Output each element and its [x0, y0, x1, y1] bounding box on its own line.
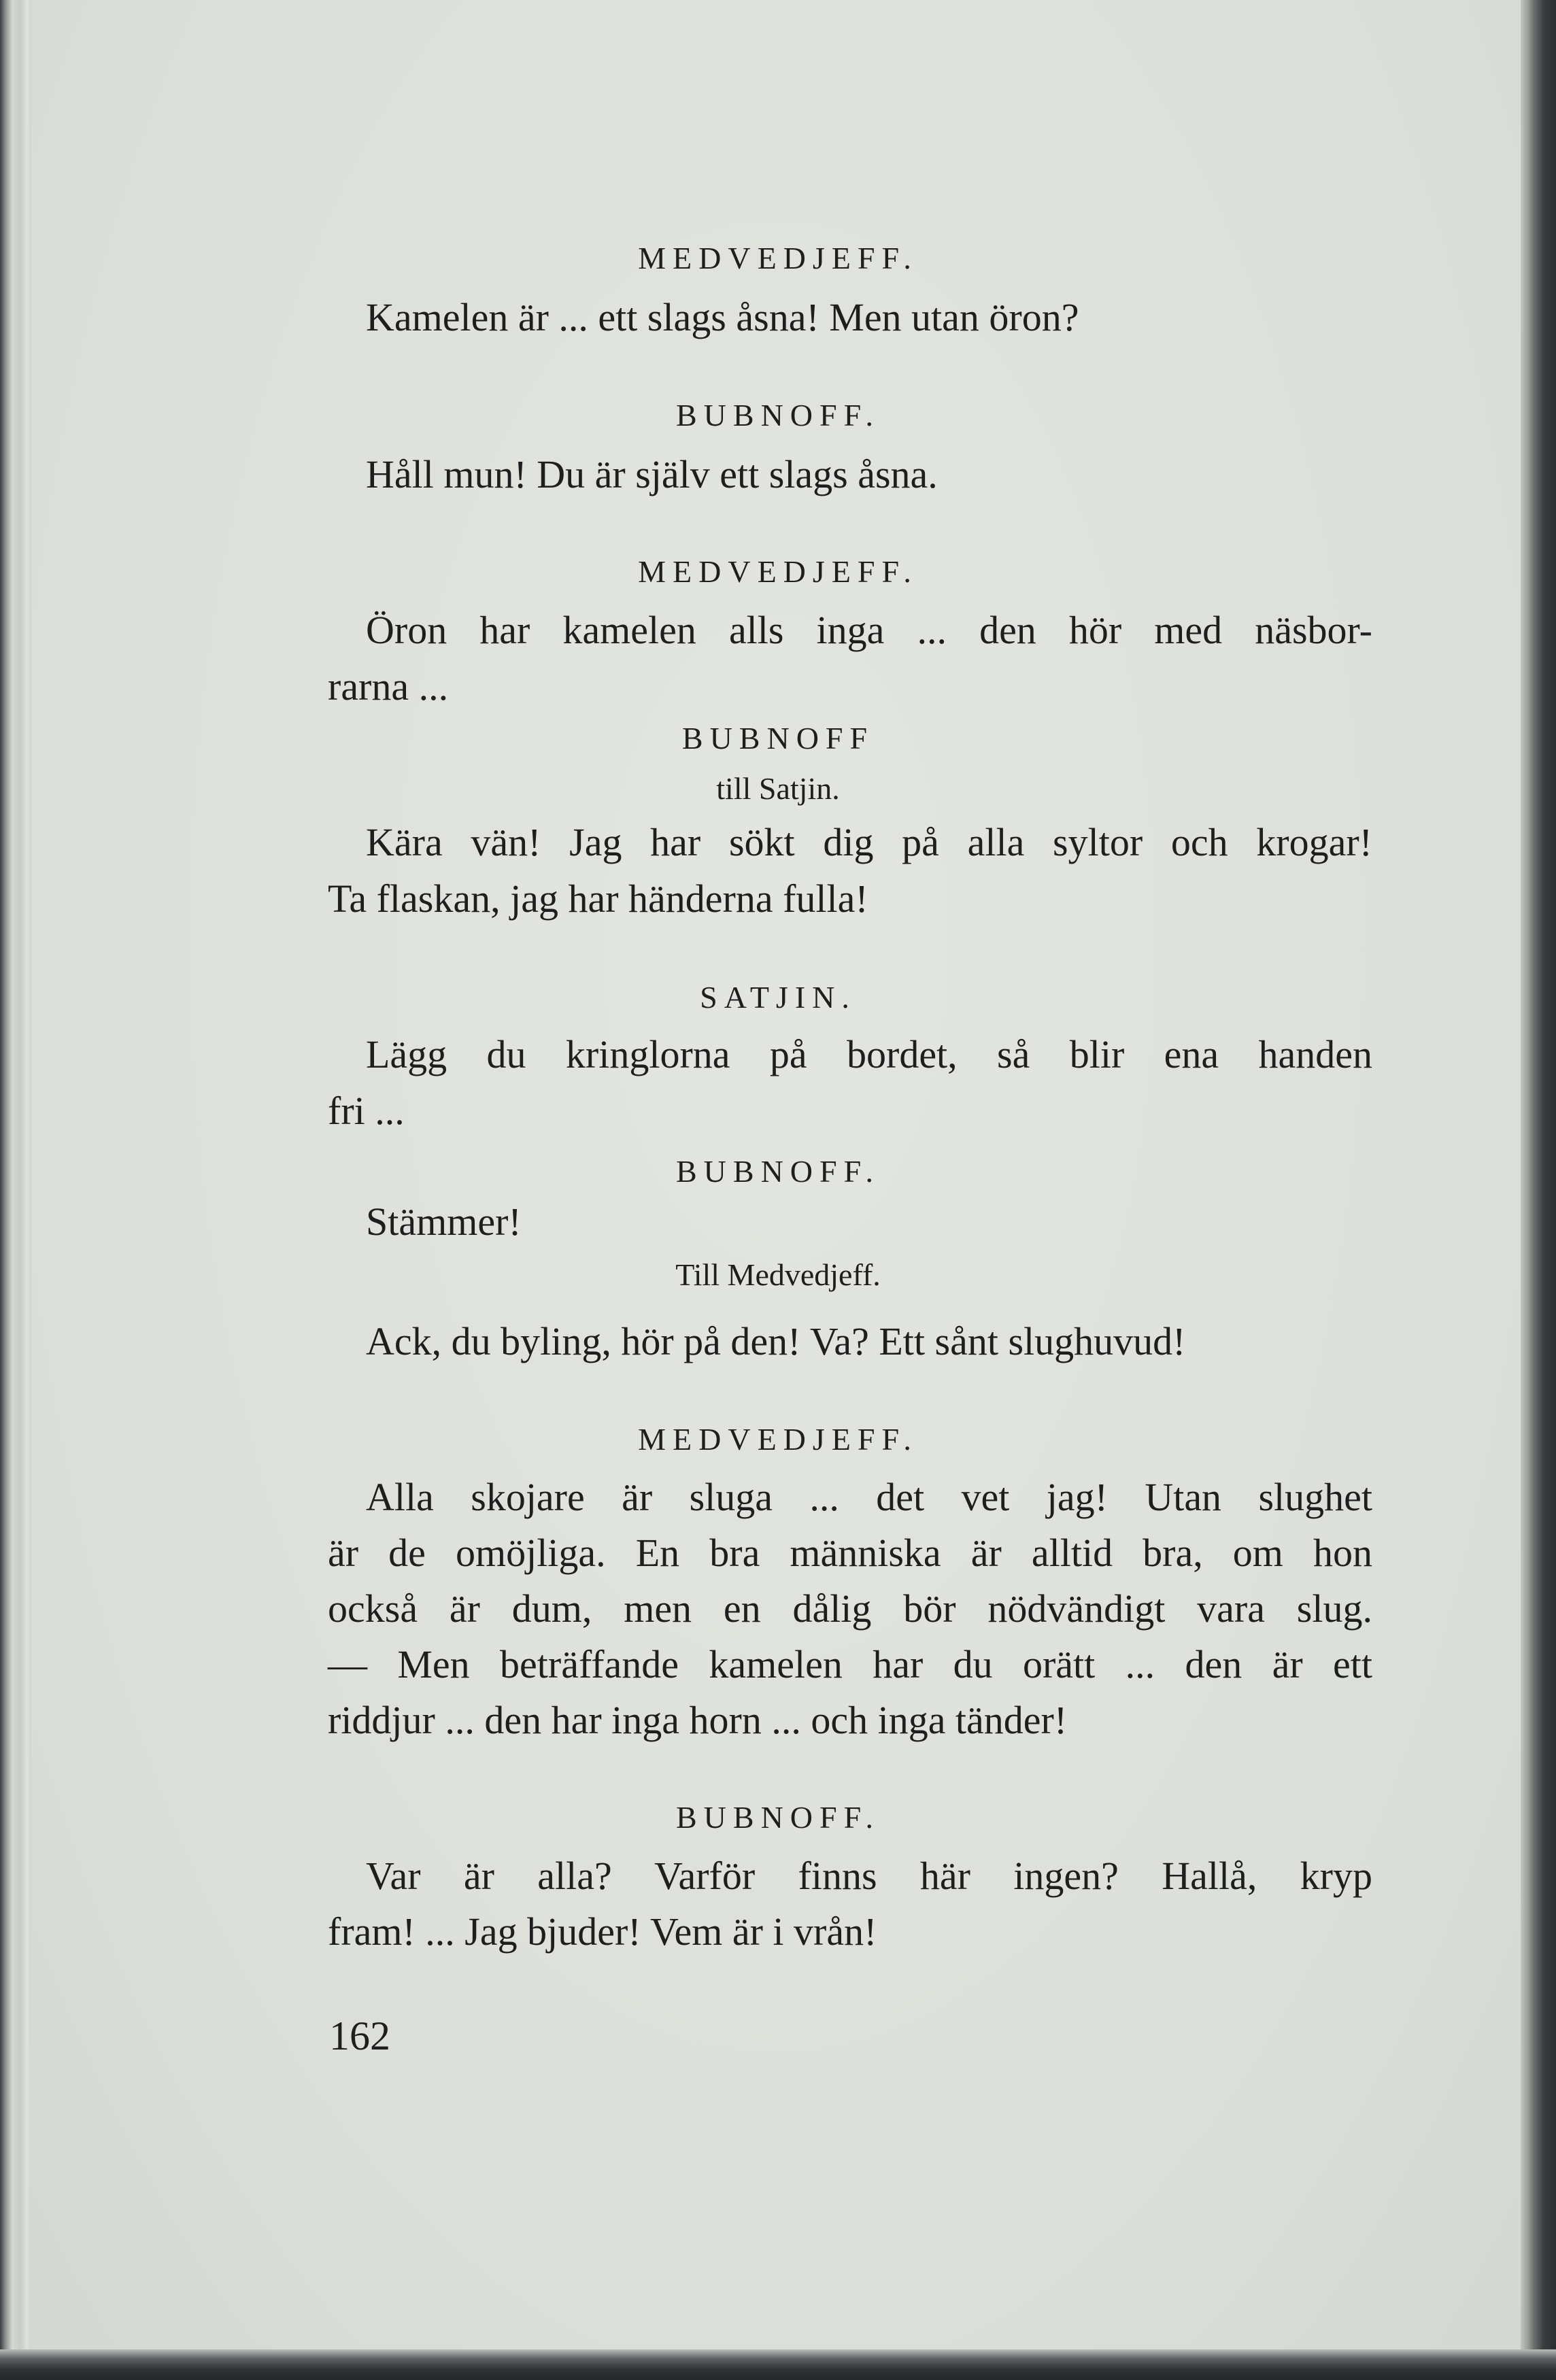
speaker-heading: BUBNOFF.	[675, 1154, 880, 1189]
dialogue-line: rarna ...	[328, 664, 449, 709]
stage-direction: Till Medvedjeff.	[675, 1257, 881, 1292]
dialogue-line: fram! ... Jag bjuder! Vem är i vrån!	[328, 1909, 877, 1954]
dialogue-line: Håll mun! Du är själv ett slags åsna.	[366, 452, 938, 496]
speaker-heading: SATJIN.	[700, 980, 856, 1015]
speaker-heading: MEDVEDJEFF.	[638, 241, 918, 275]
dialogue-line: Stämmer!	[366, 1200, 522, 1244]
book-gutter-edge	[0, 0, 31, 2380]
stage-direction: till Satjin.	[716, 771, 840, 806]
dialogue-line: Kära vän! Jag har sökt dig på alla syltor och krogar!	[366, 820, 1372, 864]
dialogue-line: — Men beträffande kamelen har du orätt ... den är ett	[328, 1642, 1372, 1686]
dialogue-line: är de omöjliga. En bra människa är alltid bra, om hon	[328, 1531, 1372, 1575]
dialogue-line: också är dum, men en dålig bör nödvändigt vara slug.	[328, 1586, 1372, 1631]
dialogue-line: Ta flaskan, jag har händerna fulla!	[328, 877, 868, 921]
dialogue-line: Ack, du byling, hör på den! Va? Ett sånt slughuvud!	[366, 1319, 1186, 1363]
speaker-heading: BUBNOFF	[681, 721, 875, 755]
book-fore-edge	[1521, 0, 1556, 2380]
speaker-heading: MEDVEDJEFF.	[638, 1422, 918, 1457]
page-number: 162	[329, 2013, 390, 2058]
dialogue-line: fri ...	[328, 1089, 405, 1133]
dialogue-line: Kamelen är ... ett slags åsna! Men utan öron?	[366, 295, 1079, 339]
speaker-heading: BUBNOFF.	[675, 1800, 880, 1835]
dialogue-line: Lägg du kringlorna på bordet, så blir ena handen	[366, 1032, 1372, 1076]
speaker-heading: BUBNOFF.	[675, 398, 880, 432]
book-bottom-edge	[0, 2349, 1556, 2380]
dialogue-line: riddjur ... den har inga horn ... och inga tänder!	[328, 1698, 1068, 1742]
dialogue-line: Öron har kamelen alls inga ... den hör med näsbor-	[366, 608, 1372, 652]
dialogue-line: Alla skojare är sluga ... det vet jag! Utan slughet	[366, 1475, 1372, 1519]
dialogue-line: Var är alla? Varför finns här ingen? Hallå, kryp	[366, 1854, 1372, 1898]
speaker-heading: MEDVEDJEFF.	[638, 554, 918, 589]
